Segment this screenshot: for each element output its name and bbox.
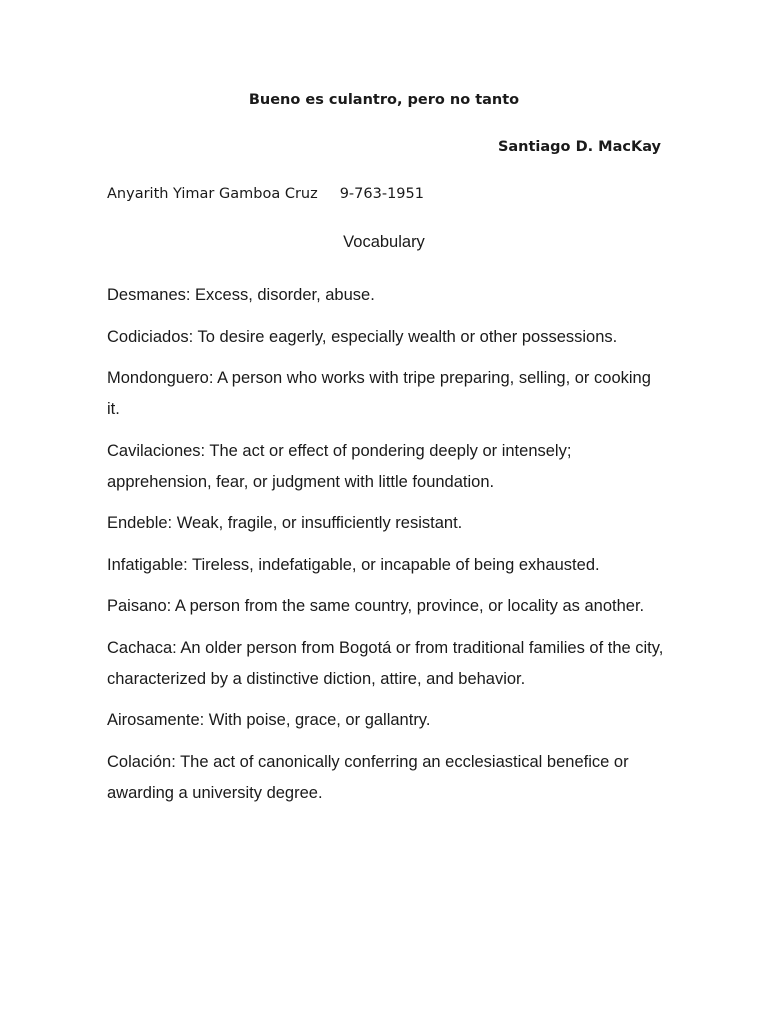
- vocabulary-entry: Mondonguero: A person who works with tripe preparing, selling, or cooking it.: [107, 369, 651, 418]
- document-title: Bueno es culantro, pero no tanto: [248, 92, 520, 108]
- vocabulary-list: [107, 280, 667, 819]
- vocabulary-entry: Airosamente: With poise, grace, or gallantry.: [107, 711, 431, 729]
- vocabulary-entry: Desmanes: Excess, disorder, abuse.: [107, 286, 375, 304]
- vocabulary-entry: Colación: The act of canonically conferring an ecclesiastical benefice or awarding a university degree.: [107, 752, 629, 802]
- vocabulary-entry: Cavilaciones: The act or effect of pondering deeply or intensely; apprehension, fear, or judgment with little foundation.: [107, 441, 572, 491]
- student-name: Anyarith Yimar Gamboa Cruz: [107, 186, 318, 202]
- vocabulary-entry: Endeble: Weak, fragile, or insufficiently resistant.: [107, 514, 463, 532]
- student-id: 9-763-1951: [339, 186, 424, 202]
- vocabulary-entry: Infatigable: Tireless, indefatigable, or incapable of being exhausted.: [107, 555, 600, 574]
- student-info: [107, 184, 424, 204]
- vocabulary-entry: Cachaca: An older person from Bogotá or from traditional families of the city, characterized by a distinctive diction, attire, and behavior.: [107, 638, 664, 688]
- vocabulary-entry: Paisano: A person from the same country, province, or locality as another.: [107, 597, 645, 615]
- section-heading: Vocabulary: [343, 233, 425, 251]
- vocabulary-entry: Codiciados: To desire eagerly, especially wealth or other possessions.: [107, 327, 618, 346]
- document-author: Santiago D. MacKay: [497, 139, 661, 155]
